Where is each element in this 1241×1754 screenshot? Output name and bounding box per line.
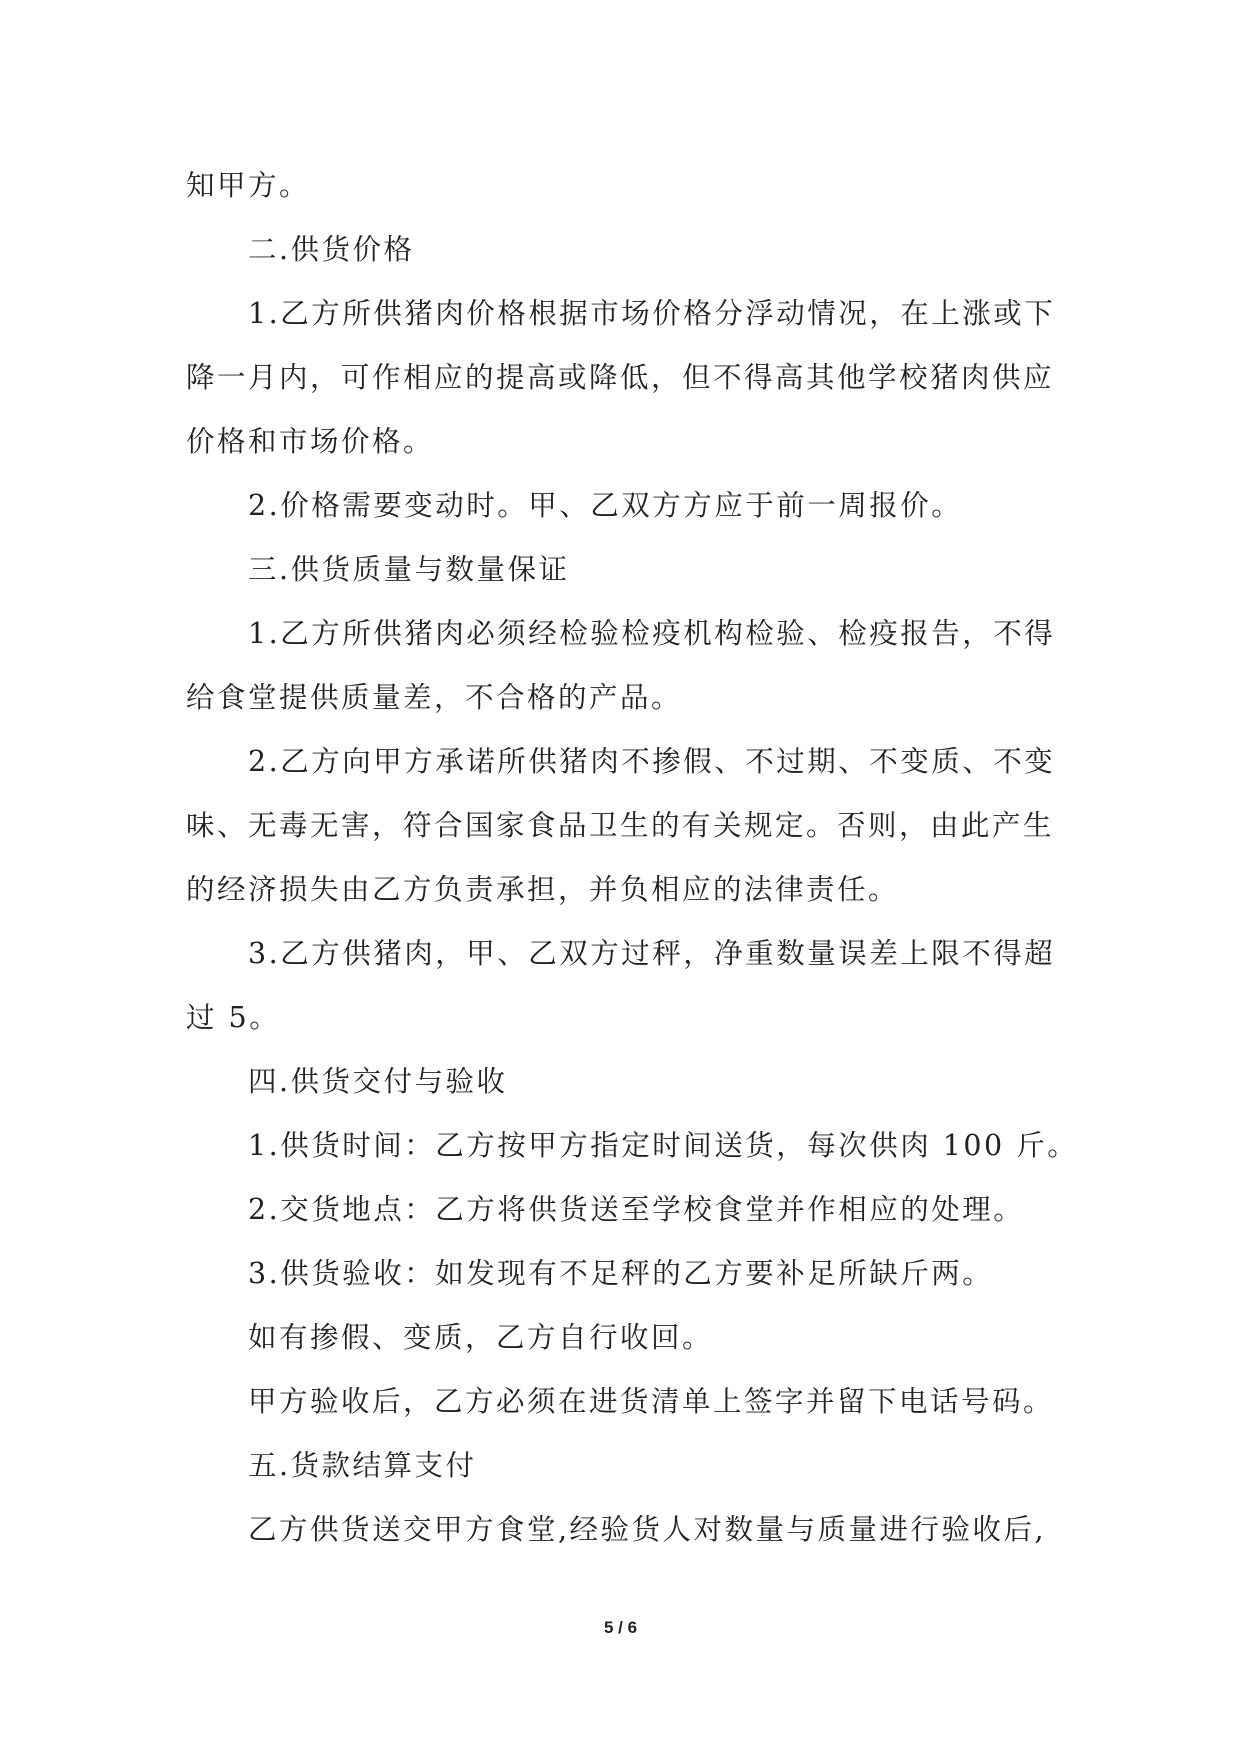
text-line: 五.货款结算支付 [248,1449,477,1482]
text-line: 如有掺假、变质，乙方自行收回。 [248,1321,714,1354]
text-line: 1.供货时间：乙方按甲方指定时间送货，每次供肉 100 斤。 [248,1129,1079,1162]
page-number: 5 / 6 [603,1618,638,1637]
text-line: 知甲方。 [186,169,311,202]
text-line: 四.供货交付与验收 [248,1065,508,1098]
text-line: 过 5。 [186,1001,281,1034]
text-line: 味、无毒无害，符合国家食品卫生的有关规定。否则，由此产生 [186,809,1055,842]
document-body [186,154,1079,1562]
text-line: 2.价格需要变动时。甲、乙双方方应于前一周报价。 [248,489,963,522]
text-line: 三.供货质量与数量保证 [248,553,570,586]
text-line: 给食堂提供质量差，不合格的产品。 [186,681,683,714]
text-line: 乙方供货送交甲方食堂,经验货人对数量与质量进行验收后, [248,1513,1047,1546]
text-line: 3.供货验收：如发现有不足秤的乙方要补足所缺斤两。 [248,1257,994,1290]
text-line: 二.供货价格 [248,233,415,266]
text-line: 的经济损失由乙方负责承担，并负相应的法律责任。 [186,873,900,906]
text-line: 1.乙方所供猪肉价格根据市场价格分浮动情况，在上涨或下 [248,297,1056,330]
text-line: 2.交货地点：乙方将供货送至学校食堂并作相应的处理。 [248,1193,1025,1226]
text-line: 降一月内，可作相应的提高或降低，但不得高其他学校猪肉供应 [186,361,1055,394]
text-line: 甲方验收后，乙方必须在进货清单上签字并留下电话号码。 [248,1385,1055,1418]
text-line: 价格和市场价格。 [186,425,435,458]
text-line: 1.乙方所供猪肉必须经检验检疫机构检验、检疫报告，不得 [248,617,1056,650]
text-line: 2.乙方向甲方承诺所供猪肉不掺假、不过期、不变质、不变 [248,745,1056,778]
text-line: 3.乙方供猪肉，甲、乙双方过秤，净重数量误差上限不得超 [248,937,1056,970]
